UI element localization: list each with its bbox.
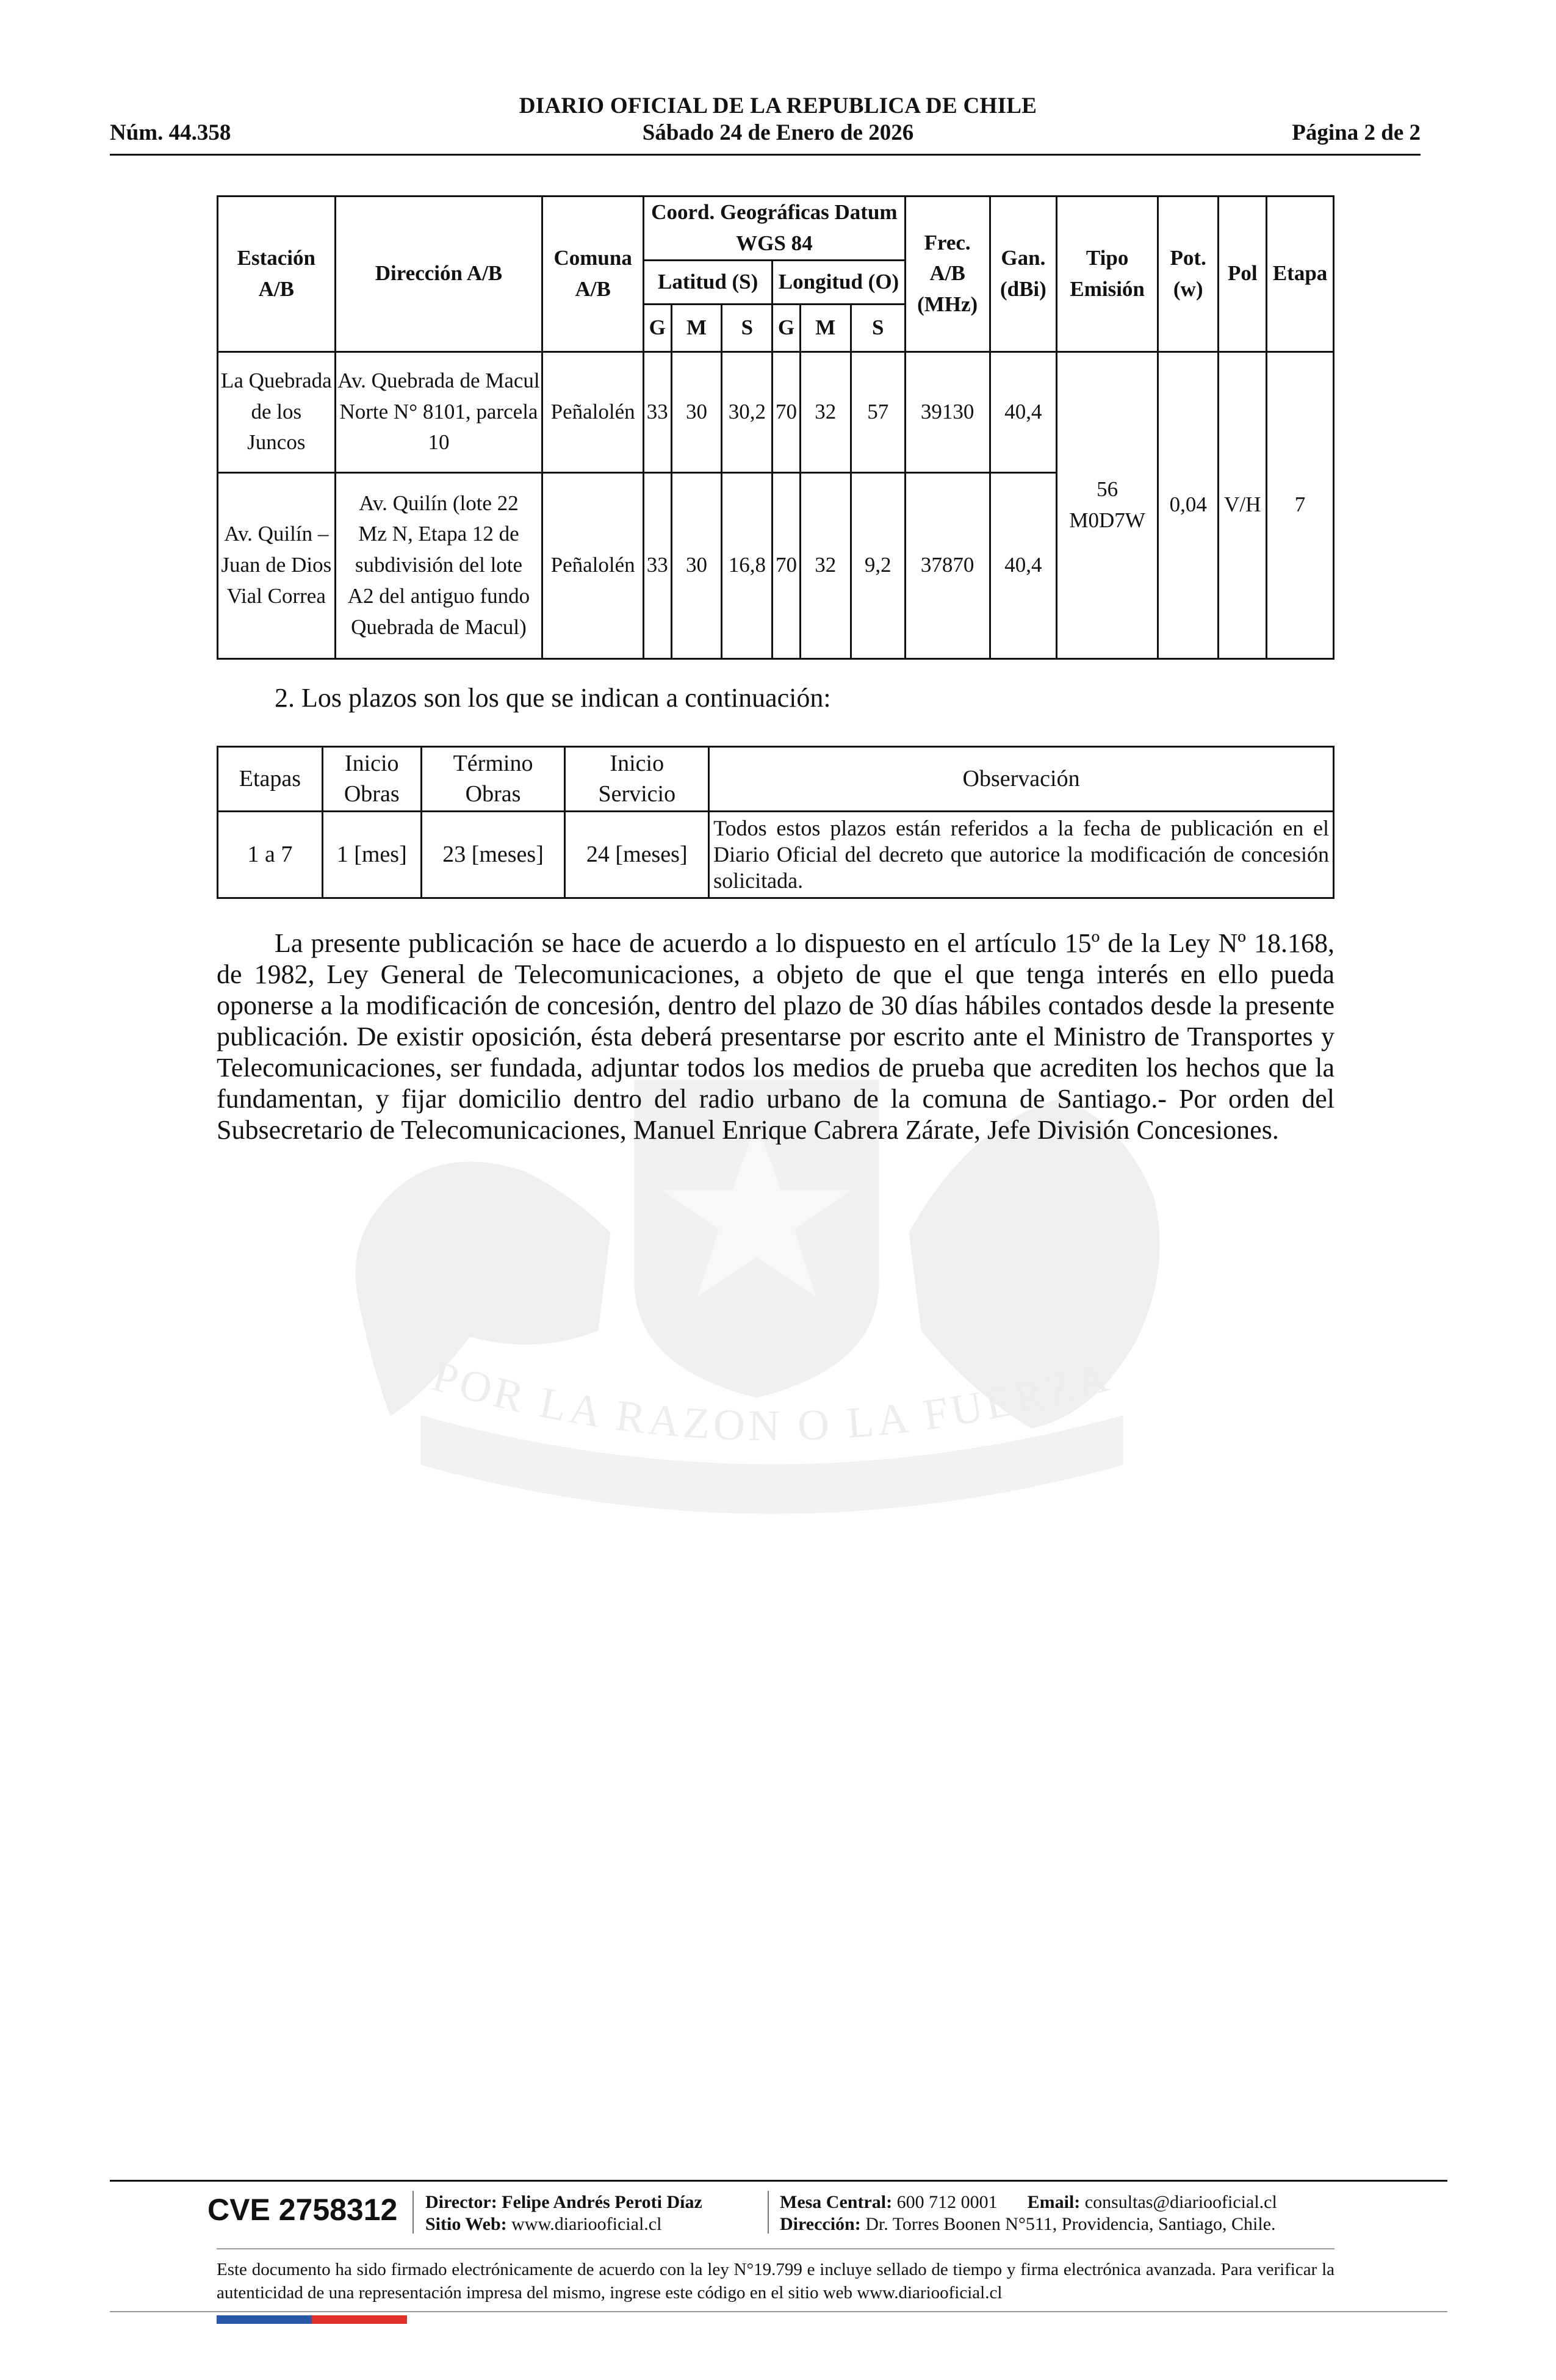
cell-frecuencia: 39130	[905, 352, 990, 472]
cell-etapa: 7	[1267, 352, 1334, 658]
flag-stripe-red	[312, 2315, 407, 2324]
footer-address	[780, 2214, 1276, 2235]
header-direccion: Dirección A/B	[335, 197, 542, 352]
address-value: Dr. Torres Boonen N°511, Providencia, Santiago, Chile.	[865, 2214, 1276, 2234]
cell-inicio-servicio: 24 [meses]	[565, 812, 709, 898]
newspaper-title: DIARIO OFICIAL DE LA REPUBLICA DE CHILE	[519, 93, 1037, 118]
header-lon-m: M	[800, 304, 851, 352]
header-coordenadas: Coord. Geográficas Datum WGS 84	[644, 197, 906, 261]
header-etapas: Etapas	[218, 747, 323, 812]
footer-divider-top	[110, 2180, 1447, 2182]
table-row	[218, 352, 1334, 472]
director-name: Felipe Andrés Peroti Díaz	[502, 2192, 702, 2212]
cell-potencia: 0,04	[1158, 352, 1218, 658]
cell-lon-m: 32	[800, 472, 851, 658]
header-potencia: Pot. (w)	[1158, 197, 1218, 352]
footer-website	[425, 2214, 661, 2235]
cell-lon-s: 9,2	[851, 472, 905, 658]
footer-legal-notice: Este documento ha sido firmado electrónicamente de acuerdo con la ley N°19.799 e incluye sellado de tiempo y firma electrónica avanzada. Para verificar la autenticidad de una representación impresa del mismo, ingrese este código en el sitio web www.diariooficial.cl	[217, 2260, 1334, 2302]
cell-direccion: Av. Quebrada de Macul Norte N° 8101, parcela 10	[335, 352, 542, 472]
cell-lat-g: 33	[644, 472, 672, 658]
publication-paragraph: La presente publicación se hace de acuerdo a lo dispuesto en el artículo 15º de la Ley Nº 18.168, de 1982, Ley General de Telecomunicaciones, a objeto de que el que tenga interés en ello pueda oponerse a la modificación de concesión, dentro del plazo de 30 días hábiles contados desde la presente publicación. De existir oposición, ésta deberá presentarse por escrito ante el Ministro de Transportes y Telecomunicaciones, ser fundada, adjuntar todos los medios de prueba que acrediten los hechos que la fundamentan, y fijar domicilio dentro del radio urbano de la comuna de Santiago.- Por orden del Subsecretario de Telecomunicaciones, Manuel Enrique Cabrera Zárate, Jefe División Concesiones.	[217, 928, 1334, 1145]
cell-lon-g: 70	[773, 472, 801, 658]
cell-tipo-emision: 56 M0D7W	[1057, 352, 1158, 658]
header-comuna: Comuna A/B	[542, 197, 644, 352]
header-lat-m: M	[671, 304, 722, 352]
cell-lat-s: 30,2	[722, 352, 773, 472]
header-frecuencia: Frec. A/B (MHz)	[905, 197, 990, 352]
header-inicio-servicio: Inicio Servicio	[565, 747, 709, 812]
table-row	[218, 812, 1334, 898]
cell-comuna: Peñalolén	[542, 472, 644, 658]
cell-estacion: La Quebrada de los Juncos	[218, 352, 336, 472]
cell-lon-s: 57	[851, 352, 905, 472]
mesa-phone: 600 712 0001	[896, 2192, 998, 2212]
cell-lon-g: 70	[773, 352, 801, 472]
email-label: Email:	[1027, 2192, 1081, 2212]
header-lon-s: S	[851, 304, 905, 352]
mesa-label: Mesa Central:	[780, 2192, 893, 2212]
stations-table	[217, 195, 1334, 660]
header-observacion: Observación	[709, 747, 1334, 812]
issue-number: Núm. 44.358	[110, 120, 231, 145]
header-lat-s: S	[722, 304, 773, 352]
cell-inicio-obras: 1 [mes]	[322, 812, 421, 898]
cell-comuna: Peñalolén	[542, 352, 644, 472]
header-lon-g: G	[773, 304, 801, 352]
cell-etapas: 1 a 7	[218, 812, 323, 898]
cve-code: CVE 2758312	[207, 2193, 398, 2227]
issue-date: Sábado 24 de Enero de 2026	[642, 120, 914, 145]
header-lat-g: G	[644, 304, 672, 352]
cell-frecuencia: 37870	[905, 472, 990, 658]
cell-ganancia: 40,4	[990, 352, 1057, 472]
cell-lat-g: 33	[644, 352, 672, 472]
cell-observacion: Todos estos plazos están referidos a la fecha de publicación en el Diario Oficial del decreto que autorice la modificación de concesión solicitada.	[709, 812, 1334, 898]
footer-separator	[768, 2191, 769, 2234]
address-label: Dirección:	[780, 2214, 861, 2234]
cell-termino-obras: 23 [meses]	[421, 812, 565, 898]
header-divider	[110, 154, 1421, 156]
email-link[interactable]: consultas@diariooficial.cl	[1084, 2192, 1277, 2212]
footer-separator	[412, 2191, 414, 2234]
cell-lat-s: 16,8	[722, 472, 773, 658]
header-estacion: Estación A/B	[218, 197, 336, 352]
director-label: Director:	[425, 2192, 497, 2212]
website-link[interactable]: www.diariooficial.cl	[511, 2214, 662, 2234]
cell-polarizacion: V/H	[1219, 352, 1267, 658]
header-latitud: Latitud (S)	[644, 260, 773, 304]
cell-ganancia: 40,4	[990, 472, 1057, 658]
page-indicator: Página 2 de 2	[1292, 120, 1421, 145]
cell-direccion: Av. Quilín (lote 22 Mz N, Etapa 12 de subdivisión del lote A2 del antiguo fundo Quebrada de Macul)	[335, 472, 542, 658]
cell-lat-m: 30	[671, 352, 722, 472]
footer-director	[425, 2192, 702, 2213]
header-ganancia: Gan. (dBi)	[990, 197, 1057, 352]
section-2-intro: 2. Los plazos son los que se indican a continuación:	[275, 683, 831, 713]
header-longitud: Longitud (O)	[773, 260, 905, 304]
header-termino-obras: Término Obras	[421, 747, 565, 812]
website-label: Sitio Web:	[425, 2214, 507, 2234]
deadlines-table	[217, 746, 1334, 899]
cell-lat-m: 30	[671, 472, 722, 658]
header-inicio-obras: Inicio Obras	[322, 747, 421, 812]
header-polarizacion: Pol	[1219, 197, 1267, 352]
footer-divider-middle	[217, 2248, 1334, 2249]
header-tipo-emision: Tipo Emisión	[1057, 197, 1158, 352]
cell-estacion: Av. Quilín – Juan de Dios Vial Correa	[218, 472, 336, 658]
header-etapa: Etapa	[1267, 197, 1334, 352]
cell-lon-m: 32	[800, 352, 851, 472]
footer-divider-bottom	[110, 2311, 1447, 2312]
footer-mesa-central	[780, 2192, 1277, 2213]
watermark-motto: POR LA RAZON O LA FUERZA	[427, 1350, 1117, 1451]
flag-stripe-blue	[217, 2315, 312, 2324]
